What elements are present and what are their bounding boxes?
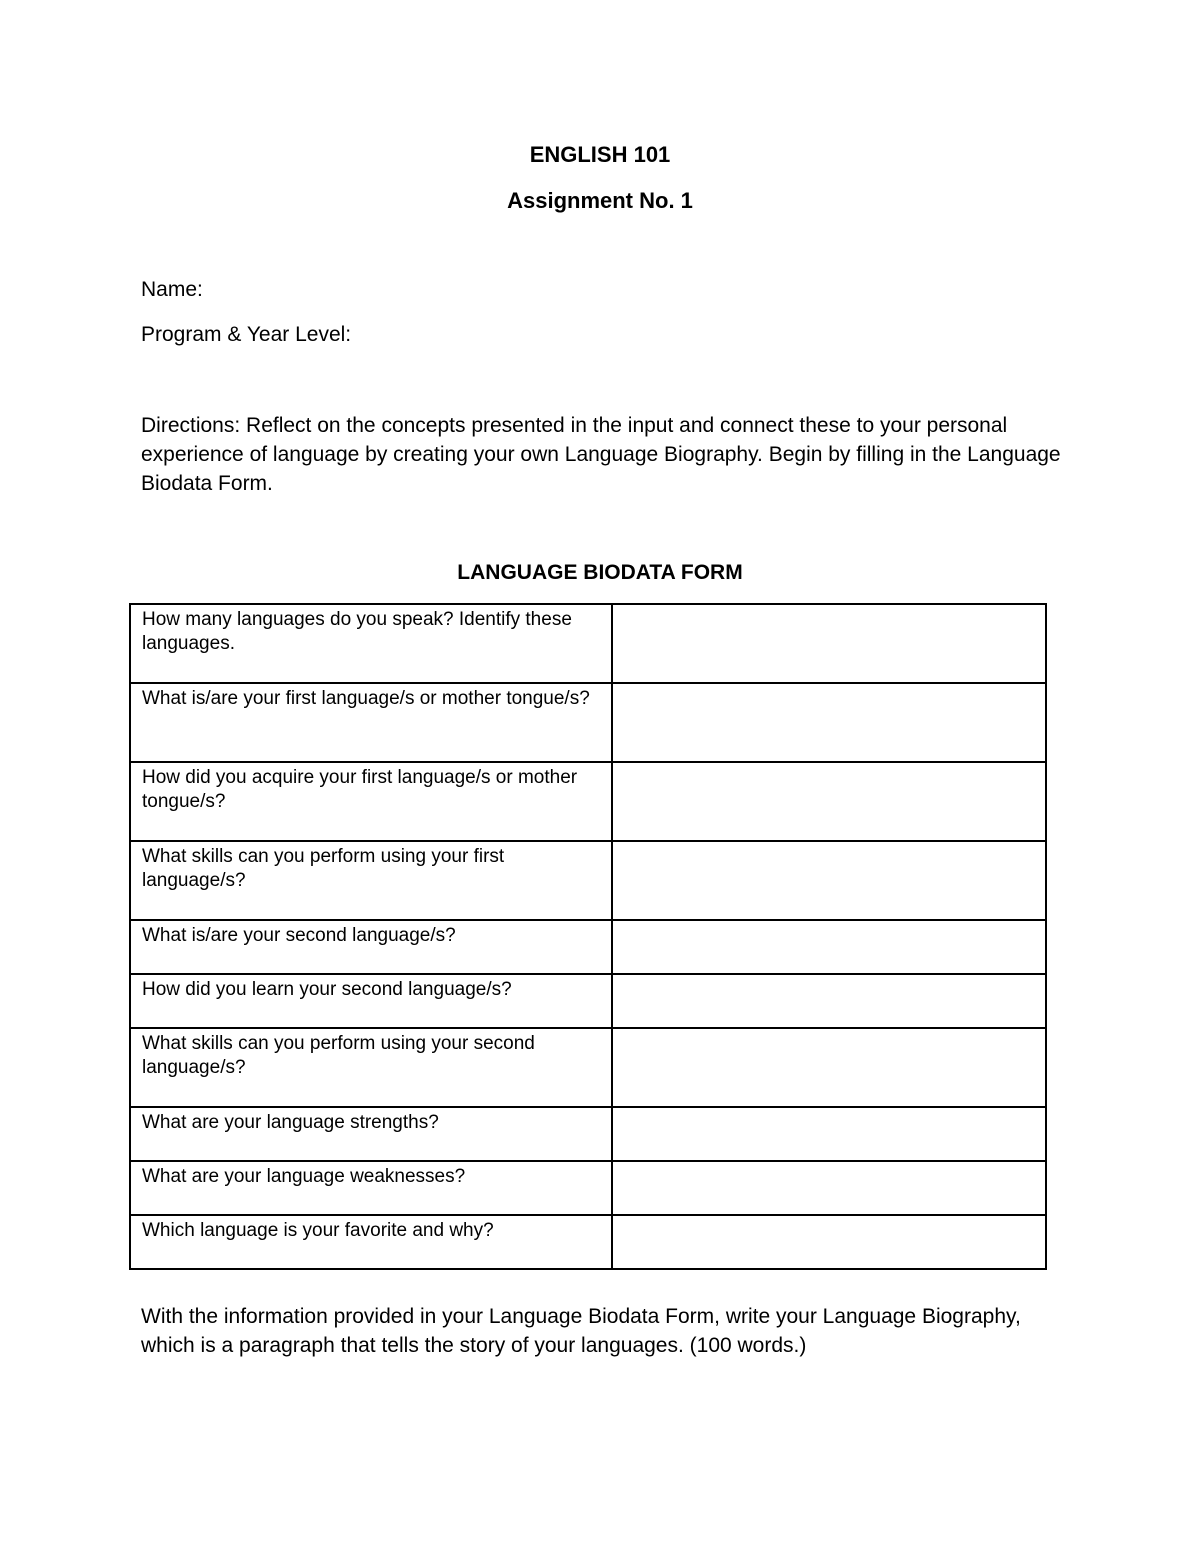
question-cell: How many languages do you speak? Identify these languages. [130,604,612,683]
form-title: LANGUAGE BIODATA FORM [457,561,743,584]
answer-cell[interactable] [612,920,1046,974]
table-row [130,762,1046,841]
question-cell: What skills can you perform using your second language/s? [130,1028,612,1107]
table-row [130,1215,1046,1269]
course-title: ENGLISH 101 [529,142,671,167]
table-row [130,974,1046,1028]
question-cell: What is/are your second language/s? [130,920,612,974]
question-cell: What is/are your first language/s or mother tongue/s? [130,683,612,762]
answer-cell[interactable] [612,974,1046,1028]
program-year-level-label: Program & Year Level: [141,323,352,346]
table-row [130,1107,1046,1161]
table-row [130,1161,1046,1215]
question-cell: What skills can you perform using your first language/s? [130,841,612,920]
table-row [130,841,1046,920]
table-row [130,604,1046,683]
biodata-form-table [129,603,1047,1270]
answer-cell[interactable] [612,841,1046,920]
answer-cell[interactable] [612,1215,1046,1269]
assignment-title: Assignment No. 1 [507,188,693,213]
answer-cell[interactable] [612,1028,1046,1107]
answer-cell[interactable] [612,762,1046,841]
table-row [130,683,1046,762]
table-row [130,920,1046,974]
closing-paragraph: With the information provided in your Language Biodata Form, write your Language Biography, which is a paragraph that tells the story of your languages. (100 words.) [141,1305,1021,1357]
question-cell: Which language is your favorite and why? [130,1215,612,1269]
name-label: Name: [141,278,203,301]
question-cell: What are your language strengths? [130,1107,612,1161]
directions-paragraph: Directions: Reflect on the concepts presented in the input and connect these to your personal experience of language by creating your own Language Biography. Begin by filling in the Language Biodata Form. [141,414,1061,495]
table-row [130,1028,1046,1107]
answer-cell[interactable] [612,1107,1046,1161]
answer-cell[interactable] [612,683,1046,762]
answer-cell[interactable] [612,604,1046,683]
question-cell: What are your language weaknesses? [130,1161,612,1215]
question-cell: How did you acquire your first language/s or mother tongue/s? [130,762,612,841]
answer-cell[interactable] [612,1161,1046,1215]
question-cell: How did you learn your second language/s? [130,974,612,1028]
